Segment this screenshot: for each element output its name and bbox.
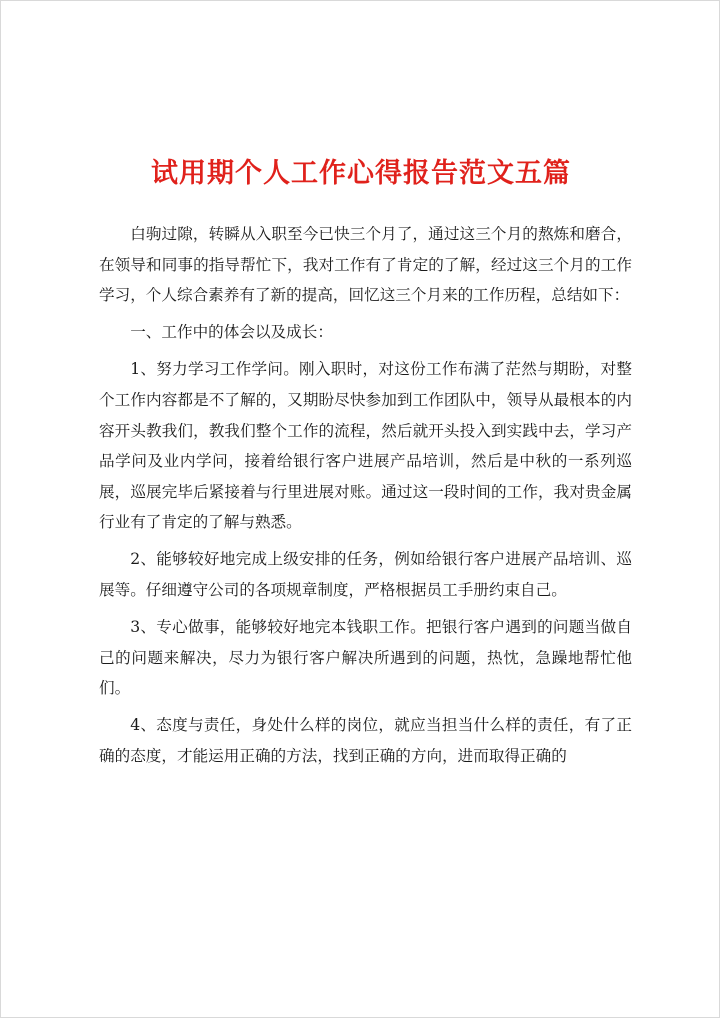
paragraph-item-3: 3、专心做事，能够较好地完本钱职工作。把银行客户遇到的问题当做自己的问题来解决，尽力为银行客户解决所遇到的问题，热忱，急躁地帮忙他们。 (99, 618, 632, 698)
paragraph-intro: 白驹过隙，转瞬从入职至今已快三个月了，通过这三个月的熬炼和磨合，在领导和同事的指导帮忙下，我对工作有了肯定的了解，经过这三个月的工作学习，个人综合素养有了新的提高，回忆这三个月来的工作历程，总结如下： (99, 225, 632, 305)
document-title: 试用期个人工作心得报告范文五篇 (151, 158, 571, 189)
document-body (99, 219, 632, 778)
paragraph-item-1: 1、努力学习工作学问。刚入职时，对这份工作布满了茫然与期盼，对整个工作内容都是不了解的，又期盼尽快参加到工作团队中，领导从最根本的内容开头教我们，教我们整个工作的流程，然后就开头投入到实践中去，学习产品学问及业内学问，接着给银行客户进展产品培训，然后是中秋的一系列巡展，巡展完毕后紧接着与行里进展对账。通过这一段时间的工作，我对贵金属行业有了肯定的了解与熟悉。 (99, 360, 632, 532)
paragraph-section-heading: 一、工作中的体会以及成长： (130, 323, 333, 342)
paragraph-item-2: 2、能够较好地完成上级安排的任务，例如给银行客户进展产品培训、巡展等。仔细遵守公司的各项规章制度，严格根据员工手册约束自己。 (99, 550, 632, 600)
paragraph-item-4: 4、态度与责任，身处什么样的岗位，就应当担当什么样的责任，有了正确的态度，才能运用正确的方法，找到正确的方向，进而取得正确的 (99, 716, 632, 765)
